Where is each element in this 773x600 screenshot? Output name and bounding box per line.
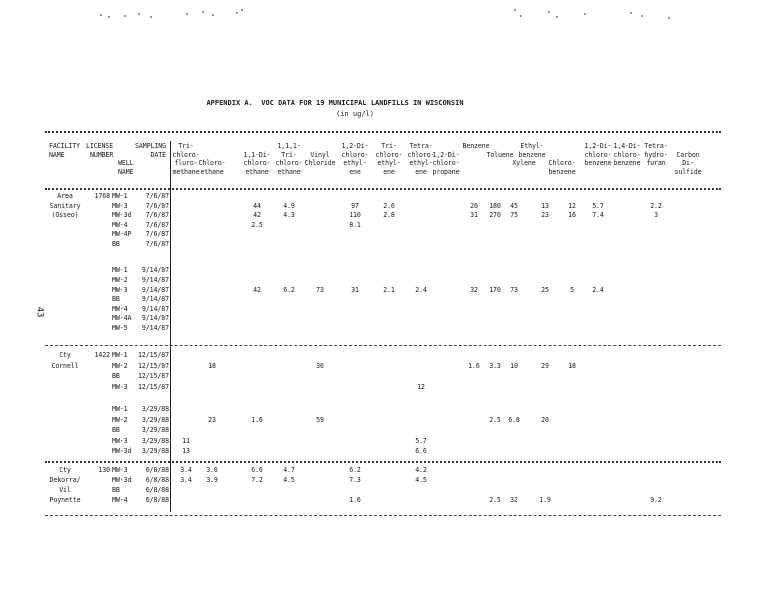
cell-value-c6: 31 xyxy=(351,285,359,294)
sampling-date: 7/6/87 xyxy=(145,239,169,248)
column-header-c2: ethane xyxy=(200,168,224,177)
column-header-c15: chloro- xyxy=(584,150,612,159)
facility-name: Sanitary xyxy=(49,201,81,210)
sampling-date: 6/8/88 xyxy=(145,466,169,474)
cell-value-c4: 6.2 xyxy=(283,285,295,294)
scan-speck xyxy=(241,9,243,11)
column-header-c11: Toluene xyxy=(486,150,514,159)
column-header-c8: ethyl- xyxy=(409,159,433,168)
sampling-date: 12/15/87 xyxy=(138,361,169,370)
cell-value-c6: 110 xyxy=(349,211,361,219)
column-header-facility: FACILITY xyxy=(49,142,80,150)
column-header-c1: methane xyxy=(172,168,200,177)
column-header-c7: chloro- xyxy=(375,150,403,159)
cell-value-c3: 1.6 xyxy=(251,415,263,424)
cell-value-c1: 3.4 xyxy=(180,466,192,474)
column-header-c2: Chloro- xyxy=(198,159,226,168)
column-header-sampling: DATE xyxy=(150,150,166,159)
sampling-date: 3/29/88 xyxy=(141,436,169,445)
sampling-date: 7/6/87 xyxy=(145,220,169,229)
column-header-c7: Tri- xyxy=(381,142,397,150)
cell-value-c2: 23 xyxy=(208,415,216,424)
cell-value-c10: 31 xyxy=(470,211,478,219)
facility-name: Cty xyxy=(59,351,71,359)
cell-value-c11: 180 xyxy=(489,201,501,210)
cell-value-c7: 2.1 xyxy=(383,285,395,294)
cell-value-c13: 29 xyxy=(541,361,549,370)
section-rule xyxy=(45,461,721,463)
facility-name: (Osseo) xyxy=(51,211,79,219)
cell-value-c12: 32 xyxy=(510,496,518,504)
cell-value-c1: 3.4 xyxy=(180,476,192,484)
cell-value-c4: 4.9 xyxy=(283,201,295,210)
cell-value-c2: 18 xyxy=(208,361,216,370)
column-header-license: NUMBER xyxy=(90,150,114,159)
well-name: MW-2 xyxy=(112,361,128,370)
cell-value-c5: 36 xyxy=(316,361,324,370)
cell-value-c10: 20 xyxy=(470,201,478,210)
column-header-c17: furan xyxy=(646,159,666,168)
well-name: MW-4 xyxy=(112,220,128,229)
cell-value-c12: 75 xyxy=(510,211,518,219)
column-header-c16: chloro- xyxy=(613,150,641,159)
cell-value-c8: 6.6 xyxy=(415,447,427,455)
cell-value-c11: 270 xyxy=(489,211,501,219)
sampling-date: 9/14/87 xyxy=(141,323,169,332)
license-number: 130 xyxy=(98,466,110,474)
column-header-c6: chloro- xyxy=(341,150,369,159)
well-name: MW-3d xyxy=(112,476,132,484)
column-header-c1: fluro- xyxy=(174,159,198,168)
scan-speck xyxy=(548,11,550,13)
column-header-c4: ethane xyxy=(277,168,301,177)
cell-value-c13: 20 xyxy=(541,415,549,424)
column-header-c6: 1,2-Di- xyxy=(341,142,369,150)
sampling-date: 6/8/88 xyxy=(145,496,169,504)
scan-speck xyxy=(150,16,152,18)
page-title: APPENDIX A. VOC DATA FOR 19 MUNICIPAL LANDFILLS IN WISCONSIN xyxy=(206,99,464,107)
cell-value-c11: 2.5 xyxy=(489,415,501,424)
cell-value-c10: 32 xyxy=(470,285,478,294)
column-header-c16: benzene xyxy=(613,159,641,168)
scan-speck xyxy=(668,17,670,19)
column-header-c17: Tetra- xyxy=(644,142,668,150)
sampling-date: 12/15/87 xyxy=(138,372,169,380)
sampling-date: 7/6/87 xyxy=(145,211,169,219)
sampling-date: 7/6/87 xyxy=(145,230,169,238)
well-name: BB xyxy=(112,486,120,494)
column-header-well: NAME xyxy=(118,168,134,177)
bottom-rule xyxy=(45,515,721,516)
facility-name: Cornell xyxy=(51,361,79,370)
column-header-c17: hydro- xyxy=(644,150,668,159)
well-name: BB xyxy=(112,295,120,303)
scan-speck xyxy=(236,12,238,14)
cell-value-c11: 3.3 xyxy=(489,361,501,370)
cell-value-c2: 3.6 xyxy=(206,466,218,474)
column-header-c7: ene xyxy=(383,168,395,177)
well-name: MW-3 xyxy=(112,466,128,474)
column-header-c4: Tri- xyxy=(281,150,297,159)
cell-value-c1: 11 xyxy=(182,436,190,445)
sampling-date: 9/14/87 xyxy=(141,314,169,322)
section-rule xyxy=(45,345,721,346)
well-name: MW-4 xyxy=(112,304,128,313)
well-name: MW-4A xyxy=(112,314,132,322)
column-header-c15: 1,2-Di- xyxy=(584,142,612,150)
column-header-c8: ene xyxy=(415,168,427,177)
column-header-c3: chloro- xyxy=(243,159,271,168)
column-header-c15: benzene xyxy=(584,159,612,168)
well-name: BB xyxy=(112,372,120,380)
sampling-date: 12/15/87 xyxy=(138,351,169,359)
scan-speck xyxy=(124,15,126,17)
well-name: MW-3 xyxy=(112,382,128,391)
license-number: 1768 xyxy=(94,192,110,200)
scan-speck xyxy=(556,16,558,18)
cell-value-c12: 73 xyxy=(510,285,518,294)
column-header-c9: 1,2-Di- xyxy=(432,150,460,159)
well-name: MW-3 xyxy=(112,436,128,445)
facility-name: Dekorra/ xyxy=(49,476,81,484)
column-header-c14: Chloro- xyxy=(548,159,576,168)
scan-speck xyxy=(630,12,632,14)
column-header-c6: ethyl- xyxy=(343,159,367,168)
cell-value-c15: 5.7 xyxy=(592,201,604,210)
column-header-c16: 1,4-Di- xyxy=(613,142,641,150)
cell-value-c14: 12 xyxy=(568,201,576,210)
cell-value-c14: 5 xyxy=(570,285,574,294)
well-name: BB xyxy=(112,239,120,248)
cell-value-c17: 2.2 xyxy=(650,201,662,210)
sampling-date: 3/29/88 xyxy=(141,426,169,434)
cell-value-c8: 5.7 xyxy=(415,436,427,445)
column-header-facility: NAME xyxy=(49,150,65,159)
cell-value-c14: 18 xyxy=(568,361,576,370)
column-header-c9: propane xyxy=(432,168,460,177)
facility-name: Vil xyxy=(59,486,71,494)
page-number: 43 xyxy=(34,306,45,318)
cell-value-c7: 2.6 xyxy=(383,201,395,210)
sampling-date: 3/29/88 xyxy=(141,405,169,413)
column-header-sampling: SAMPLING xyxy=(135,142,166,150)
cell-value-c3: 6.6 xyxy=(251,466,263,474)
column-header-c13: benzene xyxy=(518,150,546,159)
well-name: BB xyxy=(112,426,120,434)
well-name: MW-5 xyxy=(112,323,128,332)
cell-value-c7: 2.8 xyxy=(383,211,395,219)
cell-value-c4: 4.3 xyxy=(283,211,295,219)
cell-value-c12: 6.8 xyxy=(508,415,520,424)
facility-name: Poynette xyxy=(49,496,81,504)
page-subtitle: (in ug/l) xyxy=(336,110,374,118)
cell-value-c13: 1.9 xyxy=(539,496,551,504)
cell-value-c4: 4.7 xyxy=(283,466,295,474)
column-header-c3: ethane xyxy=(245,168,269,177)
well-name: MW-3 xyxy=(112,285,128,294)
well-name: MW-1 xyxy=(112,351,128,359)
cell-value-c3: 42 xyxy=(253,285,261,294)
cell-value-c6: 8.1 xyxy=(349,220,361,229)
well-name: MW-4P xyxy=(112,230,132,238)
column-separator xyxy=(170,141,171,512)
sampling-date: 9/14/87 xyxy=(141,304,169,313)
well-name: MW-4 xyxy=(112,496,128,504)
column-header-c12: Xylene xyxy=(512,159,536,168)
cell-value-c14: 16 xyxy=(568,211,576,219)
column-header-c3: 1,1-Di- xyxy=(243,150,271,159)
cell-value-c2: 3.9 xyxy=(206,476,218,484)
scan-speck xyxy=(584,13,586,15)
header-rule xyxy=(45,188,721,190)
cell-value-c6: 6.2 xyxy=(349,466,361,474)
cell-value-c8: 12 xyxy=(417,382,425,391)
cell-value-c5: 59 xyxy=(316,415,324,424)
cell-value-c11: 2.5 xyxy=(489,496,501,504)
cell-value-c5: 73 xyxy=(316,285,324,294)
scan-speck xyxy=(520,15,522,17)
cell-value-c13: 23 xyxy=(541,211,549,219)
facility-name: Area xyxy=(57,192,73,200)
sampling-date: 3/29/88 xyxy=(141,447,169,455)
column-header-c18: Di- xyxy=(682,159,694,168)
top-rule xyxy=(45,131,721,133)
scan-speck xyxy=(641,15,643,17)
cell-value-c15: 2.4 xyxy=(592,285,604,294)
column-header-c10: Benzene xyxy=(462,142,490,150)
cell-value-c17: 9.2 xyxy=(650,496,662,504)
cell-value-c1: 13 xyxy=(182,447,190,455)
cell-value-c12: 45 xyxy=(510,201,518,210)
cell-value-c6: 7.3 xyxy=(349,476,361,484)
column-header-c6: ene xyxy=(349,168,361,177)
column-header-c8: Tetra- xyxy=(409,142,433,150)
cell-value-c13: 13 xyxy=(541,201,549,210)
well-name: MW-1 xyxy=(112,266,128,274)
well-name: MW-1 xyxy=(112,192,128,200)
column-header-c14: benzene xyxy=(548,168,576,177)
cell-value-c3: 2.5 xyxy=(251,220,263,229)
scan-speck xyxy=(108,16,110,18)
well-name: MW-2 xyxy=(112,415,128,424)
sampling-date: 6/8/88 xyxy=(145,476,169,484)
cell-value-c15: 7.4 xyxy=(592,211,604,219)
scan-speck xyxy=(212,14,214,16)
column-header-c4: 1,1,1- xyxy=(277,142,301,150)
sampling-date: 9/14/87 xyxy=(141,295,169,303)
scan-speck xyxy=(202,11,204,13)
column-header-c5: Vinyl xyxy=(310,150,330,159)
sampling-date: 6/8/88 xyxy=(145,486,169,494)
sampling-date: 9/14/87 xyxy=(141,276,169,284)
cell-value-c3: 44 xyxy=(253,201,261,210)
sampling-date: 9/14/87 xyxy=(141,285,169,294)
well-name: MW-3 xyxy=(112,201,128,210)
column-header-c1: chloro- xyxy=(172,150,200,159)
sampling-date: 7/6/87 xyxy=(145,192,169,200)
facility-name: Cty xyxy=(59,466,71,474)
column-header-license: LICENSE xyxy=(86,142,114,150)
sampling-date: 12/15/87 xyxy=(138,382,169,391)
cell-value-c3: 42 xyxy=(253,211,261,219)
well-name: MW-3d xyxy=(112,447,132,455)
column-header-c13: Ethyl- xyxy=(520,142,544,150)
column-header-c4: chloro- xyxy=(275,159,303,168)
column-header-c18: Carbon xyxy=(676,150,700,159)
scan-speck xyxy=(100,14,102,16)
sampling-date: 7/6/87 xyxy=(145,201,169,210)
cell-value-c3: 7.2 xyxy=(251,476,263,484)
column-header-c8: chloro- xyxy=(407,150,435,159)
cell-value-c8: 2.4 xyxy=(415,285,427,294)
column-header-c5: Chloride xyxy=(304,159,336,168)
cell-value-c11: 170 xyxy=(489,285,501,294)
cell-value-c4: 4.5 xyxy=(283,476,295,484)
cell-value-c12: 10 xyxy=(510,361,518,370)
column-header-c18: sulfide xyxy=(674,168,702,177)
license-number: 1422 xyxy=(94,351,110,359)
column-header-c1: Tri- xyxy=(178,142,194,150)
cell-value-c17: 3 xyxy=(654,211,658,219)
cell-value-c6: 97 xyxy=(351,201,359,210)
cell-value-c8: 4.5 xyxy=(415,476,427,484)
well-name: MW-1 xyxy=(112,405,128,413)
scan-speck xyxy=(138,13,140,15)
column-header-well: WELL xyxy=(118,159,134,168)
sampling-date: 9/14/87 xyxy=(141,266,169,274)
well-name: MW-2 xyxy=(112,276,128,284)
column-header-c9: chloro- xyxy=(432,159,460,168)
cell-value-c10: 1.6 xyxy=(468,361,480,370)
scan-speck xyxy=(186,13,188,15)
well-name: MW-3d xyxy=(112,211,132,219)
scan-speck xyxy=(514,9,516,11)
sampling-date: 3/29/88 xyxy=(141,415,169,424)
cell-value-c13: 25 xyxy=(541,285,549,294)
column-header-c7: ethyl- xyxy=(377,159,401,168)
cell-value-c8: 4.2 xyxy=(415,466,427,474)
cell-value-c6: 1.6 xyxy=(349,496,361,504)
